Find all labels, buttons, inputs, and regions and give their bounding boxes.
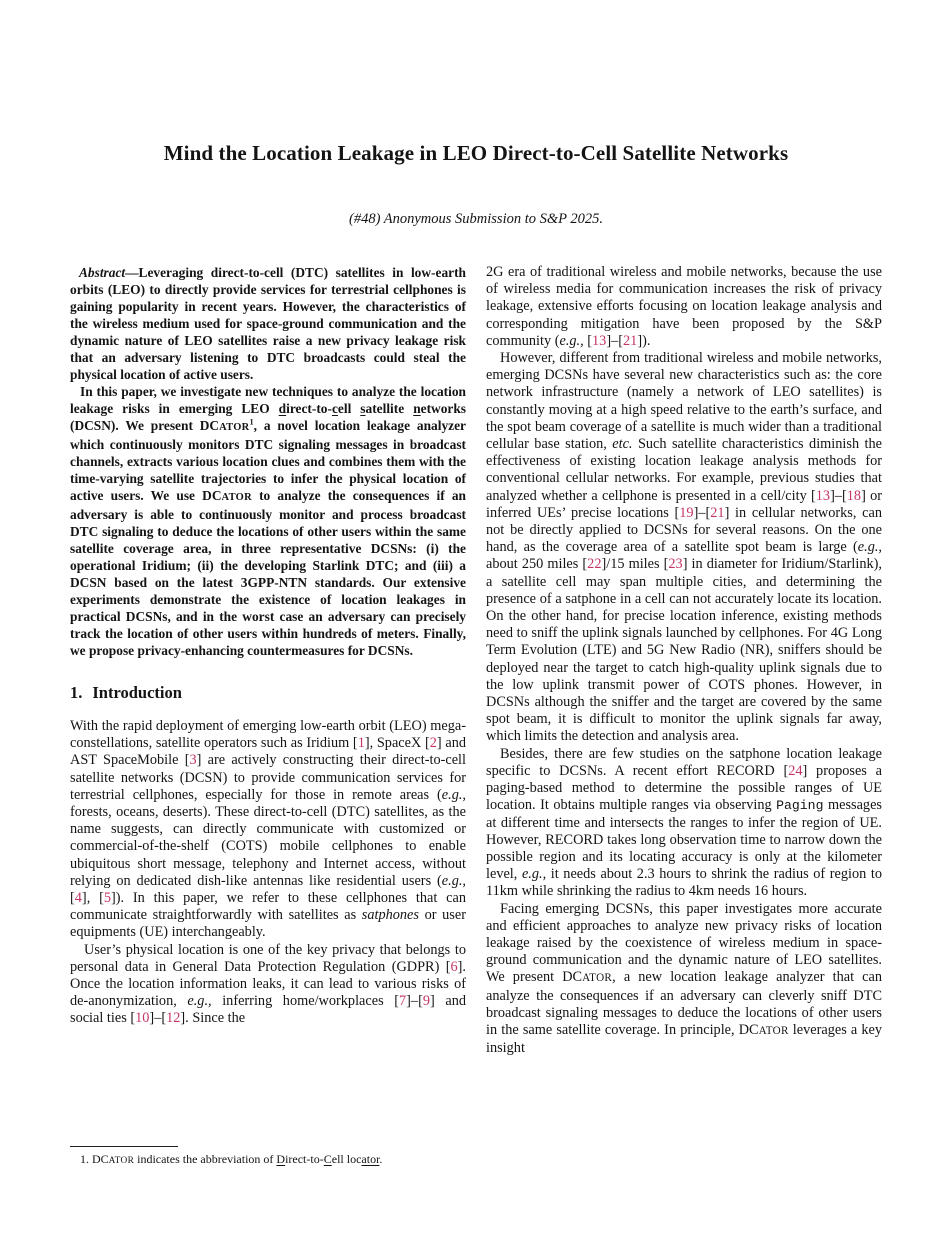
citation-link[interactable]: 5 [103, 890, 111, 907]
citation-link[interactable]: 7 [399, 993, 407, 1010]
styled-text: etc. [612, 436, 633, 453]
citation-link[interactable]: 3 [189, 752, 197, 769]
citation-link[interactable]: 12 [166, 1010, 181, 1027]
styled-text: satphones [361, 907, 419, 924]
styled-text: ATOR [758, 1024, 789, 1037]
styled-text: e.g., [441, 786, 466, 803]
citation-link[interactable]: 2 [429, 735, 437, 752]
styled-text: ator [361, 1152, 380, 1166]
body-paragraph-4: Facing emerging DCSNs, this paper investigates more accurate and efficient approaches to analyze new privacy risks of location leakage raised by the coexistence of wireless medium in space-ground communication and the dynamic nature of LEO satellites. We present DCATOR, a new location leakage analyzer that can analyze the consequences if an adversary can cleverly sniff DTC broadcast signaling messages to deduce the locations of other users in the same satellite coverage. In principle, DCATOR leverages a key insight [486, 900, 883, 1057]
styled-text: e.g., [857, 539, 882, 556]
styled-text: D [276, 1152, 286, 1166]
styled-text: s [360, 401, 366, 416]
styled-text: C [323, 1152, 332, 1166]
left-column [70, 264, 466, 1169]
citation-link[interactable]: 13 [592, 332, 607, 349]
footnote-rule [70, 1146, 178, 1147]
styled-text: 1 [249, 417, 254, 427]
right-column [486, 264, 882, 1169]
styled-text: Abstract [79, 265, 126, 280]
citation-link[interactable]: 4 [74, 890, 82, 907]
styled-text: ATOR [582, 972, 613, 985]
citation-link[interactable]: 21 [623, 332, 638, 349]
footnote-text: 1. DCATOR indicates the abbreviation of Direct-to-Cell locator. [80, 1152, 383, 1166]
citation-link[interactable]: 1 [357, 735, 365, 752]
section-number: 1. [70, 683, 83, 702]
styled-text: c [331, 401, 338, 416]
citation-link[interactable]: 10 [135, 1010, 150, 1027]
body-paragraph-1: 2G era of traditional wireless and mobile networks, because the use of wireless media for communication increases the risk of privacy leakage, extensive efforts focusing on location leakage analysis and corresponding mitigation have been proposed by the S&P community (e.g., [13]–[21]). [486, 264, 882, 349]
styled-text: e.g., [441, 872, 466, 889]
citation-link[interactable]: 19 [679, 504, 694, 521]
styled-text: e.g., [559, 332, 584, 349]
citation-link[interactable]: 24 [788, 762, 803, 779]
body-paragraph-2: However, different from traditional wireless and mobile networks, emerging DCSNs have several new characteristics such as: the core network infrastructure (namely a network of LEO satellites) is constantly moving at a high speed relative to the earth’s surface, and the spot beam coverage of a satellite is much wider than a traditional cellular base station, etc. Such satellite characteristics diminish the effectiveness of existing location leakage analysis methods for conventional cellular networks. For example, previous studies that analyzed whether a cellphone is presented in a cell/city [13]–[18] or inferred UEs’ precise locations [19]–[21] in cellular networks, can not be directly applied to DCSNs for several reasons. On the one hand, as the coverage area of a satellite spot beam is large (e.g., about 250 miles [22]/15 miles [23] in diameter for Iridium/Starlink), a satellite cell may span multiple cities, and determining the presence of a satphone in a cell can not accurately locate its location. On the other hand, for precise location inference, existing methods need to sniff the uplink signals launched by cellphones. For 4G Long Term Evolution (LTE) and 5G New Radio (NR), sniffers should be deployed near the target to catch high-quality uplink signals due to the low uplink transmit power of COTS phones. However, in DCSNs although the sniffer and the target are covered by the same spot beam, it is difficult to monitor the uplink signals far away, which limits the detection and analysis area. [486, 350, 883, 745]
abstract-paragraph-2: In this paper, we investigate new techniques to analyze the location leakage risks in emerging LEO direct-to-cell satellite networks (DCSN). We present DCATOR$^1$, a novel location leakage analyzer which continuously monitors DTC signaling messages in broadcast channels, extracts various location clues and combines them with the time-varying satellite trajectories to infer the physical location of active users. We use DCATOR to analyze the consequences if an adversary is able to continuously monitor and process broadcast DTC signaling to deduce the locations of other users within the same satellite coverage area, in three representative DCSNs: (i) the operational Iridium; (ii) the developing Starlink DTC; and (iii) a DCSN based on the latest 3GPP-NTN standards. Our extensive experiments demonstrate the existence of location leakages in practical DCSNs, and in the worst case an adversary can precisely track the location of other users within hundreds of meters. Finally, we propose privacy-enhancing countermeasures for DCSNs. [70, 384, 467, 658]
footnote-block [70, 1146, 466, 1169]
intro-paragraph-2: User’s physical location is one of the key privacy that belongs to personal data in General Data Protection Regulation (GDPR) [6]. Once the location information leaks, it can lead to various risks of de-anonymization, e.g., inferring home/workplaces [7]–[9] and social ties [10]–[12]. Since the [70, 941, 466, 1027]
citation-link[interactable]: 18 [846, 487, 862, 504]
styled-text: ATOR [108, 1156, 135, 1166]
abstract-paragraph-1: Abstract—Leveraging direct-to-cell (DTC) satellites in low-earth orbits (LEO) to directly provide services for terrestrial cellphones is gaining popularity in recent years. However, the characteristics of the wireless medium used for space-ground communication and the dynamic nature of LEO satellites raise a new privacy leakage risk that an adversary listening to DTC broadcasts could steal the physical location of active users. [70, 265, 466, 382]
paper-title: Mind the Location Leakage in LEO Direct-to-Cell Satellite Networks [163, 141, 789, 165]
styled-text: e.g., [521, 866, 547, 883]
citation-link[interactable]: 9 [422, 993, 430, 1010]
citation-link[interactable]: 6 [450, 958, 458, 975]
styled-text: ATOR [221, 492, 252, 503]
styled-text: e.g., [187, 993, 212, 1010]
citation-link[interactable]: 22 [587, 556, 602, 573]
styled-text: d [278, 401, 287, 416]
citation-link[interactable]: 23 [668, 556, 683, 573]
body-paragraph-3: Besides, there are few studies on the satphone location leakage specific to DCSNs. A recent effort RECORD [24] proposes a paging-based method to determine the possible ranges of UE location. It obtains multiple ranges via observing Paging messages at different time and intersects the ranges to infer the region of UE. However, RECORD takes long observation time to narrow down the possible region and its locating accuracy is only at the kilometer level, e.g., it needs about 2.3 hours to shrink the radius of region to 11km while shrinking the radius to 4km needs 16 hours. [486, 745, 882, 900]
section-heading-introduction [70, 683, 466, 703]
citation-link[interactable]: 13 [815, 487, 831, 504]
styled-text: Paging [776, 798, 824, 814]
section-title: Introduction [92, 683, 182, 702]
two-column-body [0, 264, 952, 1169]
styled-text: ATOR [219, 422, 250, 433]
citation-link[interactable]: 21 [710, 504, 725, 521]
intro-paragraph-1: With the rapid deployment of emerging low-earth orbit (LEO) mega-constellations, satellite operators such as Iridium [1], SpaceX [2] and AST SpaceMobile [3] are actively constructing their direct-to-cell satellite networks (DCSN) to provide communication services for terrestrial cellphones, especially for those in remote areas (e.g., forests, oceans, deserts). These direct-to-cell (DTC) satellites, as the name suggests, can directly communicate with customized or commercial-of-the-shelf (COTS) mobile cellphones to enable ubiquitous short message, telephony and Internet access, without relying on dedicated dish-like antennas like residential users (e.g., [4], [5]). In this paper, we refer to these cellphones that can communicate straightforwardly with satellites as satphones or user equipments (UE) interchangeably. [70, 718, 467, 941]
styled-text: n [413, 401, 421, 416]
author-line: (#48) Anonymous Submission to S&P 2025. [348, 211, 604, 227]
